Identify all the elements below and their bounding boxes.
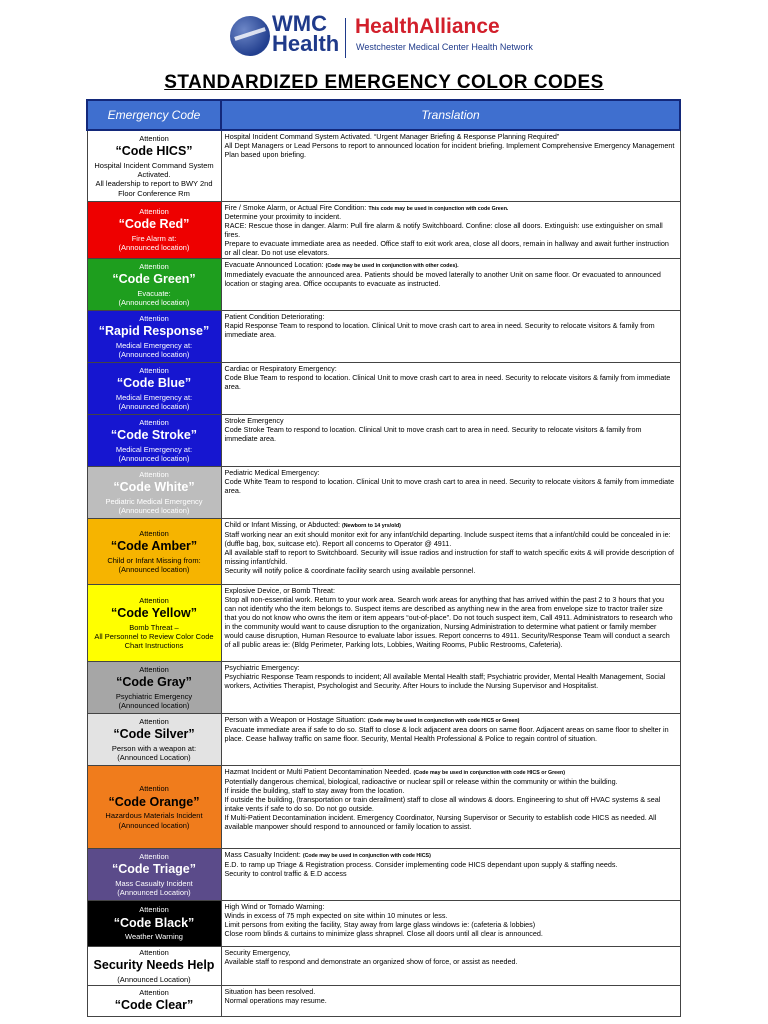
translation-cell: [221, 519, 680, 585]
translation-text: Security to control traffic & E.D access: [224, 868, 347, 878]
attention-label: Attention: [139, 528, 169, 538]
translation-cell: [221, 415, 680, 467]
translation-text: Evacuate immediate area if safe to do so. Staff to close & lock adjacent area doors on same floor. Adjacent areas on same floor to shelter in place. Cease hallway traffic on same floor. Security, Mental Health Professional & Police to regain control of situation.: [224, 724, 669, 743]
globe-icon: [230, 16, 270, 56]
translation-note: (Code may be used in conjunction with code HICS or Green): [413, 770, 566, 777]
code-subtitle: Medical Emergency at:: [115, 392, 193, 402]
code-name: “Code Blue”: [116, 376, 192, 391]
translation-text: Prepare to evacuate immediate area as needed. Office staff to exit work area, close all doors, remain in hallway and await further instruction or all clear. Do not use elevators.: [224, 239, 669, 258]
code-cell: [87, 201, 221, 259]
translation-text: Potentially dangerous chemical, biological, radioactive or nuclear spill or release within the community or within the building.: [224, 776, 618, 786]
code-subtitle: Weather Warning: [125, 932, 183, 942]
code-name: “Code Orange”: [108, 794, 200, 809]
table-row: [87, 986, 680, 1017]
translation-text: Immediately evacuate the announced area. Patients should be moved laterally to another Unit on same floor. Or evacuated to announced location or staging area. Office occupants to evacuate as instructed.: [224, 269, 661, 288]
table-header-row: [87, 100, 680, 130]
code-cell: [87, 130, 221, 201]
translation-heading: High Wind or Tornado Warning:: [224, 902, 325, 912]
translation-heading: Fire / Smoke Alarm, or Actual Fire Condition: This code may be used in conjunction with code Green.: [224, 202, 509, 212]
code-cell: [87, 363, 221, 415]
translation-text: E.D. to ramp up Triage & Registration process. Consider implementing code HICS dependant upon supply & staffing needs.: [224, 859, 618, 869]
wmc-logo: [230, 11, 340, 60]
code-cell: [87, 986, 221, 1017]
code-name: “Code HICS”: [115, 143, 193, 158]
translation-heading: Pediatric Medical Emergency:: [224, 468, 320, 478]
attention-label: Attention: [139, 595, 169, 605]
translation-cell: [221, 130, 680, 201]
table-body: [87, 130, 680, 1017]
translation-heading: Evacuate Announced Location: (Code may be used in conjunction with other codes).: [224, 260, 459, 270]
translation-heading: Hazmat Incident or Multi Patient Decontamination Needed. (Code may be used in conjunction with code HICS or Green): [224, 767, 566, 777]
translation-text: Staff working near an exit should monitor exit for any infant/child departing. Include suspect items that a infant/child could be concealed in ie: (duffle bag, box, suitcase etc). Report all concerns to Operator @ 4911.: [224, 529, 671, 548]
code-name: “Code Triage”: [111, 862, 197, 877]
code-name: “Code Clear”: [114, 998, 194, 1013]
code-name: “Code Black”: [113, 915, 195, 930]
translation-heading: Security Emergency,: [224, 948, 291, 958]
code-location: (Announced location): [118, 701, 190, 711]
translation-text: Winds in excess of 75 mph expected on site within 10 minutes or less.: [224, 911, 448, 921]
code-cell: [87, 766, 221, 849]
code-subtitle: Bomb Threat –: [129, 622, 179, 632]
attention-label: Attention: [139, 664, 169, 674]
translation-note: (Code may be used in conjunction with code HICS or Green): [367, 718, 520, 725]
code-location: (Announced location): [118, 298, 190, 308]
code-location: (Announced location): [118, 454, 190, 464]
translation-text: Available staff to respond and demonstrate an organized show of force, or assist as needed.: [224, 957, 518, 967]
attention-label: Attention: [139, 261, 169, 271]
table-row: [87, 259, 680, 311]
attention-label: Attention: [139, 716, 169, 726]
code-location: (Announced Location): [117, 888, 191, 898]
code-cell: [87, 662, 221, 714]
code-location: (Announced location): [118, 350, 190, 360]
page-title: STANDARDIZED EMERGENCY COLOR CODES: [164, 72, 604, 93]
translation-cell: [221, 201, 680, 259]
translation-cell: [221, 259, 680, 311]
translation-heading: Mass Casualty Incident: (Code may be used in conjunction with code HICS): [224, 850, 431, 860]
table-row: [87, 662, 680, 714]
translation-heading: Situation has been resolved.: [224, 987, 316, 997]
code-location: All leadership to report to BWY 2nd Floor Conference Rm: [95, 179, 213, 198]
table-row: [87, 363, 680, 415]
translation-heading: Person with a Weapon or Hostage Situation: (Code may be used in conjunction with code HICS or Green): [224, 715, 520, 725]
code-cell: [87, 311, 221, 363]
attention-label: Attention: [139, 206, 169, 216]
partner-logo-title: HealthAlliance: [355, 15, 500, 38]
table-row: [87, 519, 680, 585]
code-subtitle: Medical Emergency at:: [115, 340, 193, 350]
column-header-translation: Translation: [221, 100, 680, 130]
translation-note: This code may be used in conjunction with code Green.: [368, 205, 509, 212]
attention-label: Attention: [139, 905, 169, 915]
table-row: [87, 849, 680, 901]
translation-text: Rapid Response Team to respond to location. Clinical Unit to move crash cart to area in need. Security to relocate visitors & family from immediate area.: [224, 321, 655, 340]
translation-cell: [221, 467, 680, 519]
code-subtitle: Pediatric Medical Emergency: [105, 496, 203, 506]
code-location: (Announced location): [118, 506, 190, 516]
translation-cell: [221, 662, 680, 714]
translation-text: All available staff to report to Switchboard. Security will issue radios and instruction for staff to watch specific exits & will provide description of missing infant/child.: [224, 547, 675, 566]
code-subtitle: Evacuate:: [137, 288, 171, 298]
translation-text: If Multi-Patient Decontamination incident. Emergency Coordinator, Nursing Supervisor or Security to establish code HICS as needed. All available manpower should respond to announced or family location to assist.: [224, 812, 657, 831]
translation-heading: Child or Infant Missing, or Abducted: (Newborn to 14 yrs/old): [224, 520, 401, 530]
translation-heading: Stroke Emergency: [224, 416, 284, 426]
code-subtitle: Medical Emergency at:: [115, 444, 193, 454]
translation-text: Security will notify police & coordinate facility search using available personnel.: [224, 565, 476, 575]
code-name: “Code White”: [113, 480, 195, 495]
code-name: “Code Amber”: [110, 539, 198, 554]
translation-text: Code Stroke Team to respond to location. Clinical Unit to move crash cart to area in need. Security to relocate visitors & family from immediate area.: [224, 425, 642, 444]
code-subtitle: Child or Infant Missing from:: [107, 555, 201, 565]
table-row: [87, 585, 680, 662]
translation-text: RACE: Rescue those in danger. Alarm: Pull fire alarm & notify Switchboard. Confine: close all doors. Extinguish: use extinguisher on small fires.: [224, 221, 663, 240]
table-row: [87, 714, 680, 766]
translation-heading: Hospital Incident Command System Activated. “Urgent Manager Briefing & Response Planning Required”: [224, 132, 560, 141]
code-name: “Code Stroke”: [110, 428, 198, 443]
table-row: [87, 130, 680, 201]
translation-cell: [221, 849, 680, 901]
code-location: (Announced location): [118, 243, 190, 253]
attention-label: Attention: [139, 948, 169, 958]
code-cell: [87, 947, 221, 986]
code-cell: [87, 259, 221, 311]
attention-label: Attention: [139, 365, 169, 375]
code-cell: [87, 901, 221, 947]
code-cell: [87, 415, 221, 467]
translation-cell: [221, 766, 680, 849]
code-name: Security Needs Help: [93, 958, 215, 973]
translation-cell: [221, 901, 680, 947]
code-cell: [87, 467, 221, 519]
attention-label: Attention: [139, 987, 169, 997]
table-row: [87, 311, 680, 363]
translation-text: Stop all non-essential work. Return to your work area. Search work areas for anything that has arrived within the past 2 to 3 hours that you can not identify who the item belongs to. Suspect items are described as anything new in the area from envelope size to tractor trailer size that you do not know who owns the item or item appears “out-of-place”. Do not touch suspect item, Call 4911. Administrators to research who in the community would want to cause disruption to the organization, Nursing Administration to determine what patient or family member would cause disruption, Human Resource to evaluate labor issues. Report concerns to 4911. Security/Response Team will conduct a search of all public areas ie: (Bldg Perimeter, Parking lots, Lobbies, Waiting Rooms, Public Restrooms, Cafeteria).: [224, 595, 673, 650]
translation-text: Psychiatric Response Team responds to incident; All available Mental Health staff; Psychiatric provider, Mental Health Management, Social workers, Activities Therapist, Psychologist and Security. After Hours to include the Nursing Supervisor and Hospitalist.: [224, 672, 666, 691]
code-cell: [87, 519, 221, 585]
attention-label: Attention: [139, 469, 169, 479]
wmc-logo-text: WMC Health: [272, 11, 340, 56]
code-location: (Announced Location): [117, 753, 191, 763]
attention-label: Attention: [139, 313, 169, 323]
translation-heading: Patient Condition Deteriorating:: [224, 312, 325, 322]
code-location: All Personnel to Review Color Code Chart Instructions: [94, 631, 214, 651]
code-name: “Rapid Response”: [98, 324, 210, 339]
logo-divider: [345, 18, 346, 58]
translation-text: Normal operations may resume.: [224, 996, 327, 1006]
attention-label: Attention: [139, 133, 169, 143]
translation-heading: Psychiatric Emergency:: [224, 663, 300, 673]
translation-text: Determine your proximity to incident.: [224, 212, 342, 222]
translation-text: Code White Team to respond to location. Clinical Unit to move crash cart to area in need. Security to relocate visitors & family from immediate area.: [224, 477, 675, 496]
code-location: (Announced location): [118, 565, 190, 575]
code-cell: [87, 849, 221, 901]
code-name: “Code Silver”: [113, 727, 195, 742]
translation-heading: Explosive Device, or Bomb Threat:: [224, 586, 336, 596]
translation-cell: [221, 311, 680, 363]
code-subtitle: Hospital Incident Command System Activated.: [94, 160, 214, 179]
translation-cell: [221, 585, 680, 662]
code-subtitle: (Announced Location): [117, 975, 191, 985]
translation-text: Code Blue Team to respond to location. Clinical Unit to move crash cart to area in need. Security to relocate visitors & family from immediate area.: [224, 373, 671, 392]
translation-cell: [221, 947, 680, 986]
table-row: [87, 901, 680, 947]
code-location: (Announced location): [118, 820, 190, 830]
table-row: [87, 201, 680, 259]
code-cell: [87, 585, 221, 662]
code-subtitle: Hazardous Materials Incident: [105, 811, 203, 821]
translation-text: All Dept Managers or Lead Persons to report to announced location for incident briefing. Implement Comprehensive Emergency Management Plan based upon briefing.: [224, 141, 675, 159]
color-codes-table: [86, 99, 681, 1017]
translation-cell: [221, 363, 680, 415]
partner-logo-subtitle: Westchester Medical Center Health Network: [356, 42, 533, 52]
page-header: [0, 0, 768, 70]
code-name: “Code Yellow”: [111, 605, 197, 620]
column-header-code: Emergency Code: [87, 100, 221, 130]
attention-label: Attention: [139, 851, 169, 861]
translation-text: If outside the building, (transportation or train derailment) staff to close all windows & doors. Engineering to shut off HVAC systems & seal intake vents if safe to do so. Do not go outside.: [224, 794, 661, 813]
translation-heading: Cardiac or Respiratory Emergency:: [224, 364, 337, 374]
table-row: [87, 947, 680, 986]
table-row: [87, 415, 680, 467]
code-subtitle: Person with a weapon at:: [111, 743, 197, 753]
code-subtitle: Psychiatric Emergency: [115, 691, 193, 701]
translation-cell: [221, 714, 680, 766]
code-name: “Code Red”: [118, 217, 190, 232]
code-cell: [87, 714, 221, 766]
translation-note: (Newborn to 14 yrs/old): [341, 523, 401, 530]
translation-note: (Code may be used in conjunction with other codes).: [325, 263, 459, 270]
code-location: (Announced location): [118, 402, 190, 412]
translation-text: Limit persons from exiting the facility, Stay away from large glass windows ie: (cafeteria & lobbies): [224, 920, 536, 930]
translation-text: If inside the building, staff to stay away from the location.: [224, 785, 405, 795]
table-row: [87, 766, 680, 849]
code-subtitle: Mass Casualty Incident: [115, 878, 193, 888]
attention-label: Attention: [139, 784, 169, 794]
translation-note: (Code may be used in conjunction with code HICS): [302, 853, 431, 860]
translation-cell: [221, 986, 680, 1017]
translation-text: Close room blinds & curtains to minimize glass shrapnel. Close all doors until all clear is announced.: [224, 929, 543, 939]
table-row: [87, 467, 680, 519]
code-subtitle: Fire Alarm at:: [131, 233, 177, 243]
code-name: “Code Green”: [112, 272, 196, 287]
attention-label: Attention: [139, 417, 169, 427]
code-name: “Code Gray”: [116, 675, 192, 690]
